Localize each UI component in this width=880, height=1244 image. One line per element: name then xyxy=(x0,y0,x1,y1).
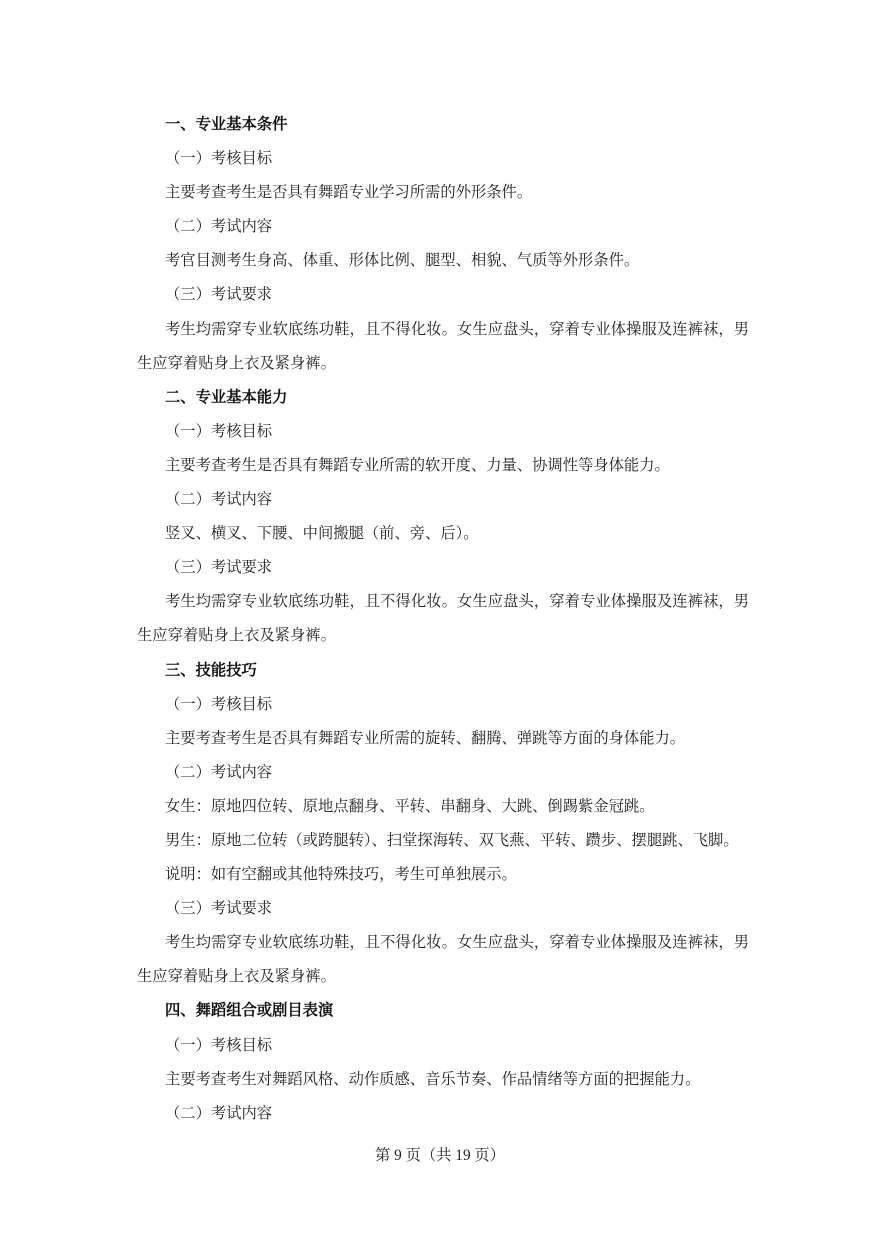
body-paragraph: 男生：原地二位转（或跨腿转）、扫堂探海转、双飞燕、平转、躜步、摆腿跳、飞脚。 xyxy=(165,831,739,849)
sub-heading: （二）考试内容 xyxy=(165,763,273,781)
body-paragraph: 主要考查考生是否具有舞蹈专业学习所需的外形条件。 xyxy=(165,184,533,202)
sub-heading: （一）考核目标 xyxy=(165,150,273,168)
sub-heading: （二）考试内容 xyxy=(165,491,273,509)
sub-heading: （三）考试要求 xyxy=(165,559,273,577)
body-paragraph: 主要考查考生是否具有舞蹈专业所需的旋转、翻腾、弹跳等方面的身体能力。 xyxy=(165,729,686,747)
body-paragraph: 竖叉、横叉、下腰、中间搬腿（前、旁、后）。 xyxy=(165,525,479,543)
body-paragraph: 主要考查考生是否具有舞蹈专业所需的软开度、力量、协调性等身体能力。 xyxy=(165,456,670,474)
sub-heading: （一）考核目标 xyxy=(165,695,273,713)
body-paragraph: 考生均需穿专业软底练功鞋，且不得化妆。女生应盘头，穿着专业体操服及连裤袜，男生应穿着贴身上衣及紧身裤。 xyxy=(137,320,749,372)
section-heading: 三、技能技巧 xyxy=(165,661,257,679)
section-heading: 四、舞蹈组合或剧目表演 xyxy=(165,1002,334,1020)
sub-heading: （三）考试要求 xyxy=(165,286,273,304)
body-paragraph: 主要考查考生对舞蹈风格、动作质感、音乐节奏、作品情绪等方面的把握能力。 xyxy=(165,1070,701,1088)
sub-heading: （二）考试内容 xyxy=(165,218,273,236)
body-paragraph: 说明：如有空翻或其他特殊技巧，考生可单独展示。 xyxy=(165,866,517,884)
sub-heading: （二）考试内容 xyxy=(165,1104,273,1122)
sub-heading: （三）考试要求 xyxy=(165,900,273,918)
body-paragraph: 考生均需穿专业软底练功鞋，且不得化妆。女生应盘头，穿着专业体操服及连裤袜，男生应穿着贴身上衣及紧身裤。 xyxy=(137,934,749,986)
body-paragraph: 考官目测考生身高、体重、形体比例、腿型、相貌、气质等外形条件。 xyxy=(165,252,640,270)
section-heading: 一、专业基本条件 xyxy=(165,116,288,133)
page-number-footer: 第 9 页（共 19 页） xyxy=(374,1147,506,1164)
section-heading: 二、专业基本能力 xyxy=(165,388,288,406)
body-paragraph: 考生均需穿专业软底练功鞋，且不得化妆。女生应盘头，穿着专业体操服及连裤袜，男生应穿着贴身上衣及紧身裤。 xyxy=(137,593,749,645)
sub-heading: （一）考核目标 xyxy=(165,1036,273,1054)
sub-heading: （一）考核目标 xyxy=(165,422,273,440)
document-body xyxy=(137,108,749,1131)
body-paragraph: 女生：原地四位转、原地点翻身、平转、串翻身、大跳、倒踢紫金冠跳。 xyxy=(165,797,655,815)
